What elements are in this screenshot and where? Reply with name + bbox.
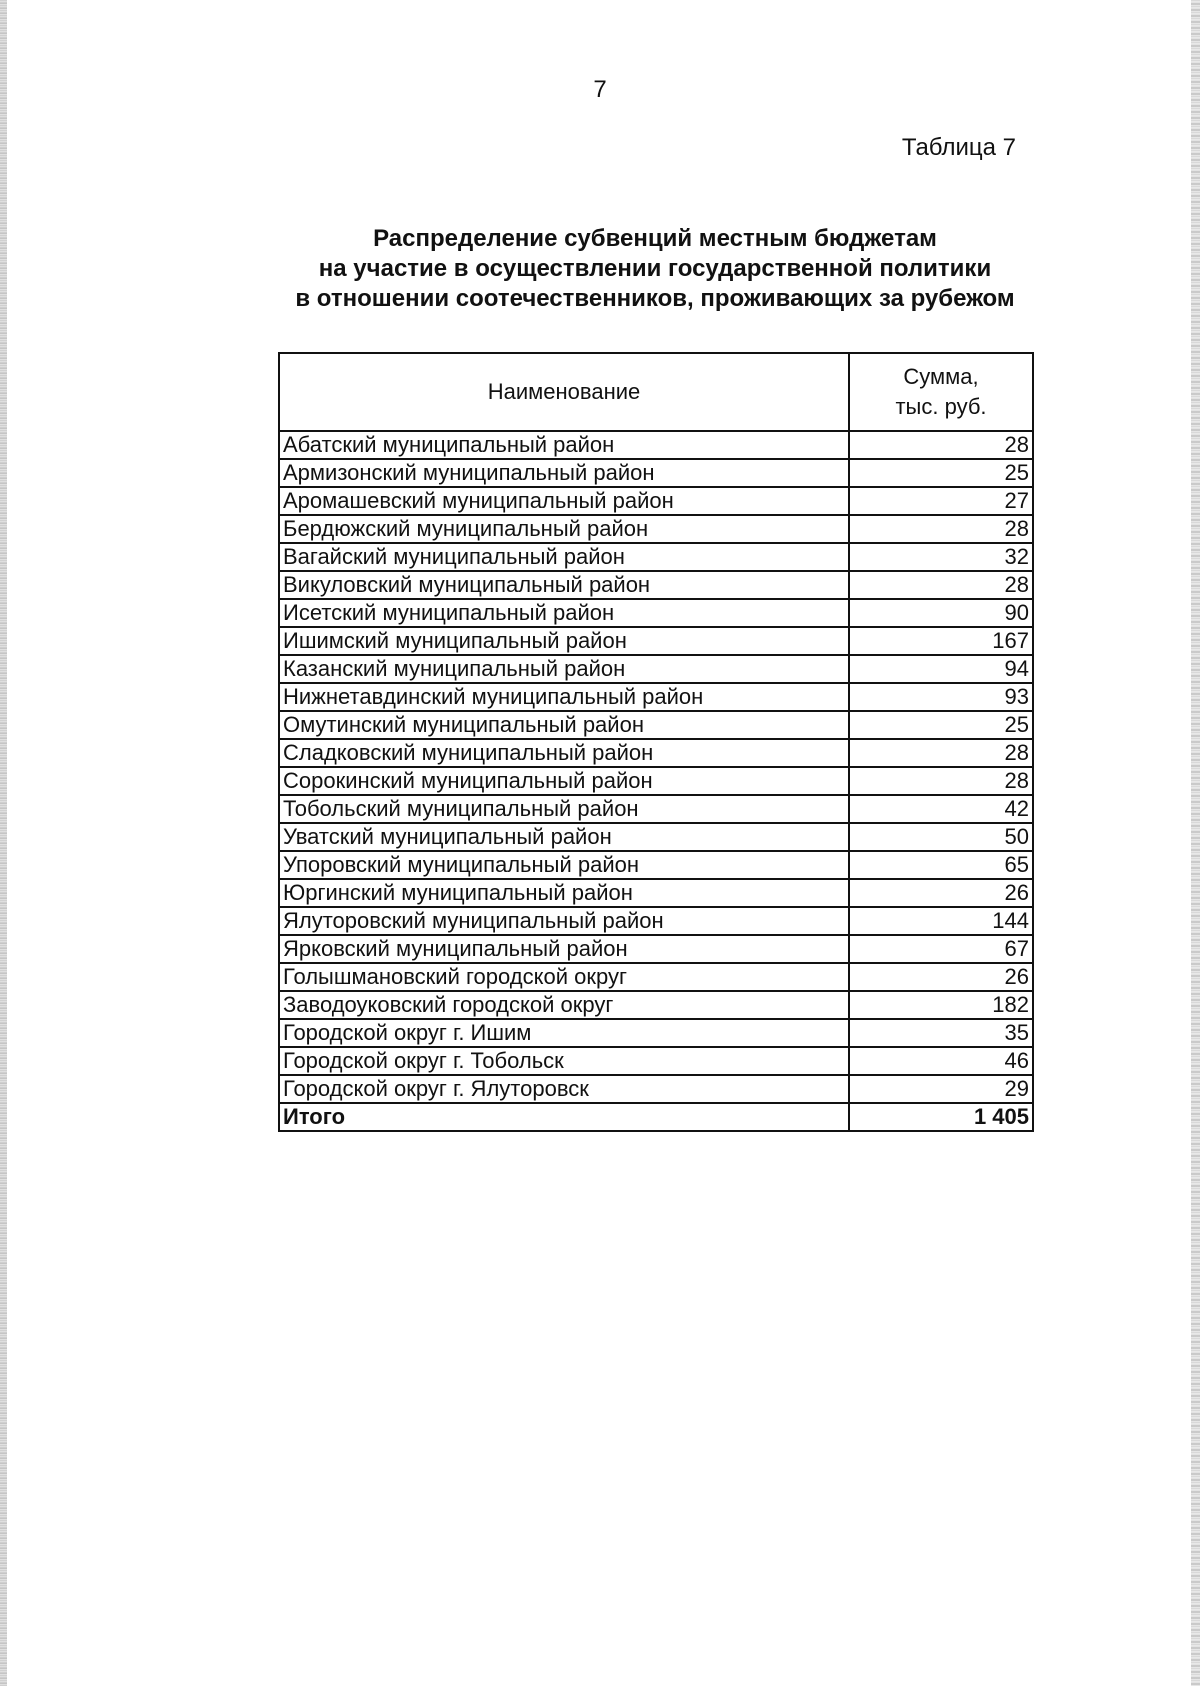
- table-row: [279, 655, 1033, 683]
- table-row: [279, 627, 1033, 655]
- municipality-name: Голышмановский городской округ: [279, 963, 849, 991]
- table-body: [279, 431, 1033, 1131]
- table-row: [279, 907, 1033, 935]
- subsidy-amount: 32: [849, 543, 1033, 571]
- table-row: [279, 823, 1033, 851]
- municipality-name: Ялуторовский муниципальный район: [279, 907, 849, 935]
- table-row: [279, 879, 1033, 907]
- title-line: в отношении соотечественников, проживающих за рубежом: [295, 285, 1015, 312]
- municipality-name: Вагайский муниципальный район: [279, 543, 849, 571]
- table-row: [279, 991, 1033, 1019]
- title-line: на участие в осуществлении государственной политики: [318, 255, 992, 282]
- table-row: [279, 739, 1033, 767]
- municipality-name: Абатский муниципальный район: [279, 431, 849, 459]
- municipality-name: Нижнетавдинский муниципальный район: [279, 683, 849, 711]
- municipality-name: Омутинский муниципальный район: [279, 711, 849, 739]
- subsidy-amount: 65: [849, 851, 1033, 879]
- subsidy-amount: 25: [849, 459, 1033, 487]
- table-row: [279, 571, 1033, 599]
- subsidy-amount: 50: [849, 823, 1033, 851]
- table-row: [279, 1075, 1033, 1103]
- subsidy-amount: 28: [849, 739, 1033, 767]
- municipality-name: Заводоуковский городской округ: [279, 991, 849, 1019]
- municipality-name: Тобольский муниципальный район: [279, 795, 849, 823]
- subsidy-amount: 94: [849, 655, 1033, 683]
- subsidy-amount: 26: [849, 879, 1033, 907]
- municipality-name: Исетский муниципальный район: [279, 599, 849, 627]
- municipality-name: Юргинский муниципальный район: [279, 879, 849, 907]
- subsidy-amount: 42: [849, 795, 1033, 823]
- table-row: [279, 935, 1033, 963]
- table-row: [279, 683, 1033, 711]
- municipality-name: Городской округ г. Ишим: [279, 1019, 849, 1047]
- total-row: [279, 1103, 1033, 1131]
- municipality-name: Ишимский муниципальный район: [279, 627, 849, 655]
- municipality-name: Сорокинский муниципальный район: [279, 767, 849, 795]
- subsidy-amount: 27: [849, 487, 1033, 515]
- table-row: [279, 1019, 1033, 1047]
- table-label: Таблица 7: [901, 134, 1016, 161]
- header-sum-line: Сумма,: [903, 364, 979, 389]
- subsidy-amount: 28: [849, 571, 1033, 599]
- total-label: Итого: [279, 1103, 849, 1131]
- subsidy-amount: 90: [849, 599, 1033, 627]
- municipality-name: Сладковский муниципальный район: [279, 739, 849, 767]
- scan-edge-right: [1191, 0, 1200, 1686]
- table-row: [279, 767, 1033, 795]
- page-number: 7: [593, 76, 607, 103]
- subsidy-amount: 93: [849, 683, 1033, 711]
- subsidy-amount: 35: [849, 1019, 1033, 1047]
- subsidy-amount: 26: [849, 963, 1033, 991]
- subsidy-amount: 28: [849, 515, 1033, 543]
- table-row: [279, 851, 1033, 879]
- municipality-name: Ярковский муниципальный район: [279, 935, 849, 963]
- total-value: 1 405: [849, 1103, 1033, 1131]
- table-row: [279, 1047, 1033, 1075]
- document-title: [250, 224, 1060, 314]
- subsidy-amount: 28: [849, 767, 1033, 795]
- subsidy-table: [278, 352, 1034, 1132]
- header-name: Наименование: [279, 353, 849, 431]
- table-row: [279, 459, 1033, 487]
- subsidy-amount: 144: [849, 907, 1033, 935]
- municipality-name: Упоровский муниципальный район: [279, 851, 849, 879]
- subsidy-amount: 182: [849, 991, 1033, 1019]
- subsidy-amount: 29: [849, 1075, 1033, 1103]
- municipality-name: Бердюжский муниципальный район: [279, 515, 849, 543]
- subsidy-amount: 46: [849, 1047, 1033, 1075]
- municipality-name: Городской округ г. Ялуторовск: [279, 1075, 849, 1103]
- table-row: [279, 543, 1033, 571]
- subsidy-amount: 67: [849, 935, 1033, 963]
- scan-edge-left: [0, 0, 7, 1686]
- table-row: [279, 431, 1033, 459]
- municipality-name: Уватский муниципальный район: [279, 823, 849, 851]
- table-row: [279, 515, 1033, 543]
- table-row: [279, 711, 1033, 739]
- municipality-name: Викуловский муниципальный район: [279, 571, 849, 599]
- table-header-row: [279, 353, 1033, 431]
- subsidy-amount: 167: [849, 627, 1033, 655]
- table-row: [279, 599, 1033, 627]
- municipality-name: Городской округ г. Тобольск: [279, 1047, 849, 1075]
- header-sum: [849, 353, 1033, 431]
- table-row: [279, 487, 1033, 515]
- header-sum-line: тыс. руб.: [895, 394, 987, 419]
- municipality-name: Казанский муниципальный район: [279, 655, 849, 683]
- municipality-name: Аромашевский муниципальный район: [279, 487, 849, 515]
- subsidy-amount: 25: [849, 711, 1033, 739]
- table-row: [279, 963, 1033, 991]
- table-row: [279, 795, 1033, 823]
- subsidy-amount: 28: [849, 431, 1033, 459]
- municipality-name: Армизонский муниципальный район: [279, 459, 849, 487]
- title-line: Распределение субвенций местным бюджетам: [373, 225, 937, 252]
